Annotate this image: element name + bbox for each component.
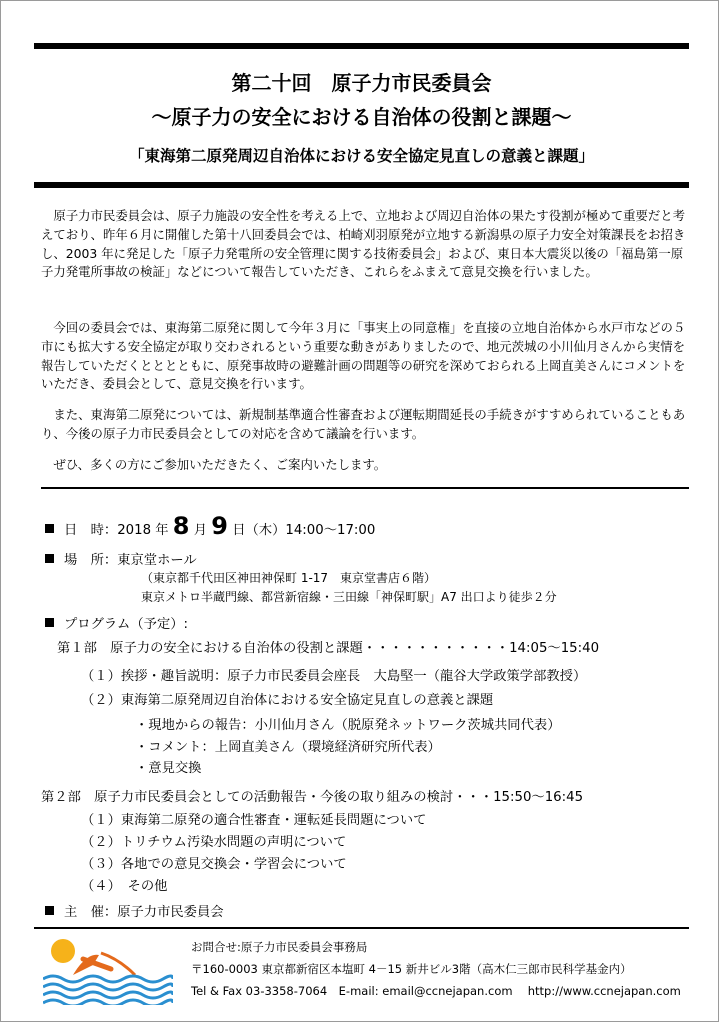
contact-address: 〒160-0003 東京都新宿区本塩町 4－15 新井ビル3階（高木仁三郎市民科学基金内）: [191, 962, 632, 976]
date-day: 9: [211, 512, 228, 540]
intro-paragraph: 今回の委員会では、東海第二原発に関して今年３月に「事実上の同意権」を直接の立地自治体から水戸市などの５市にも拡大する安全協定が取り交わされるという重要な動きがありましたので、地元茨城の小川仙月さんから実情を報告していただくとととともに、原発事故時の避難計画の問題等の研究を深めておられる上岡直美さんにコメントをいただき、委員会として、意見交換を行います。: [41, 320, 686, 392]
event-subtitle: 「東海第二原発周辺自治体における安全協定見直しの意義と課題」: [128, 146, 594, 165]
host-row: [45, 901, 224, 920]
venue-row: [45, 549, 197, 568]
divider: [41, 487, 689, 489]
event-title: 第二十回 原子力市民委員会: [231, 71, 492, 95]
header-bottom-rule: [34, 182, 689, 188]
program-part1-title: 第１部 原子力の安全における自治体の役割と課題・・・・・・・・・・・14:05～15:40: [57, 641, 600, 656]
bullet-square-icon: [45, 554, 54, 563]
program-subitem: ・意見交換: [135, 761, 202, 776]
intro-paragraph: また、東海第二原発については、新規制基準適合性審査および運転期間延長の手続きがすすめられていることもあり、今後の原子力市民委員会としての対応を含めて議論を行います。: [41, 407, 686, 441]
program-subitem: ・現地からの報告：小川仙月さん（脱原発ネットワーク茨城共同代表）: [135, 718, 561, 733]
program-item: （２）トリチウム汚染水問題の声明について: [81, 835, 347, 850]
bullet-square-icon: [45, 618, 54, 627]
event-theme: ～原子力の安全における自治体の役割と課題～: [151, 105, 572, 129]
footer-rule: [34, 927, 689, 929]
venue-access: 東京メトロ半蔵門線、都営新宿線・三田線「神保町駅」A7 出口より徒歩２分: [141, 590, 557, 604]
program-item: （１）挨拶・趣旨説明：原子力市民委員会座長 大島堅一（龍谷大学政策学部教授）: [81, 669, 587, 684]
bullet-square-icon: [45, 524, 54, 533]
date-label: 日 時：: [64, 523, 118, 538]
top-rule: [34, 43, 689, 49]
program-part2-title: 第２部 原子力市民委員会としての活動報告・今後の取り組みの検討・・・15:50～16:45: [41, 790, 584, 805]
date-time: 日（木）14:00～17:00: [232, 523, 376, 538]
venue-address: （東京都千代田区神田神保町 1-17 東京堂書店６階）: [141, 571, 437, 585]
program-item: （４） その他: [81, 879, 168, 894]
program-item: （２）東海第二原発周辺自治体における安全協定見直しの意義と課題: [81, 693, 494, 708]
program-row: [45, 613, 188, 632]
intro-paragraph: 原子力市民委員会は、原子力施設の安全性を考える上で、立地および周辺自治体の果たす役割が極めて重要だと考えており、昨年６月に開催した第十八回委員会では、柏崎刈羽原発が立地する新潟県の原子力安全対策課長をお招きし、2003 年に発足した「原子力発電所の安全管理に関する技術委員会」および、東日本大震災以後の「福島第一原子力発電所事故の検証」などについて報告していただき、これらをふまえて意見交換を行いました。: [41, 208, 686, 280]
program-item: （３）各地での意見交換会・学習会について: [81, 857, 347, 872]
program-item: （１）東海第二原発の適合性審査・運転延長問題について: [81, 813, 427, 828]
venue-label: 場 所：: [64, 553, 118, 568]
date-month-unit: 月: [193, 523, 208, 538]
date-row: [45, 512, 375, 540]
program-label: プログラム（予定）:: [64, 617, 189, 632]
host-name: 原子力市民委員会: [117, 905, 224, 920]
date-month: 8: [172, 512, 190, 540]
venue-name: 東京堂ホール: [117, 553, 197, 568]
contact-title: お問合せ:原子力市民委員会事務局: [191, 940, 368, 954]
host-label: 主 催：: [64, 905, 118, 920]
bullet-square-icon: [45, 906, 54, 915]
ccne-logo-icon: [43, 935, 173, 1005]
date-year: 2018 年: [117, 523, 169, 538]
contact-phone-email-url[interactable]: Tel & Fax 03-3358-7064 E-mail: email@ccnejapan.com http://www.ccnejapan.com: [191, 984, 681, 998]
program-subitem: ・コメント：上岡直美さん（環境経済研究所代表）: [135, 740, 441, 755]
intro-paragraph: ぜひ、多くの方にご参加いただきたく、ご案内いたします。: [53, 457, 387, 472]
